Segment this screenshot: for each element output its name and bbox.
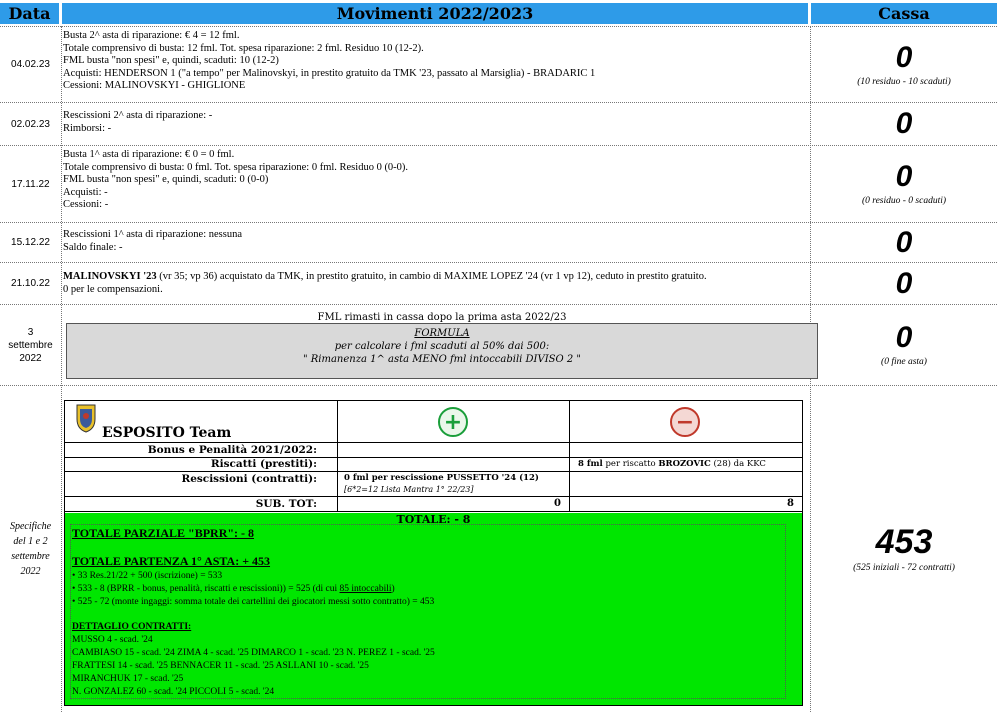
riscatti-text: per riscatto xyxy=(602,459,659,469)
row-cassa xyxy=(811,103,997,145)
header-movimenti: Movimenti 2022/2023 xyxy=(62,3,810,24)
calc-underlined: 85 intoccabili xyxy=(339,584,392,594)
calc-line: • 33 Res.21/22 + 500 (iscrizione) = 533 xyxy=(72,571,223,581)
cassa-note: (525 iniziali - 72 contratti) xyxy=(853,563,955,573)
riscatti-row xyxy=(65,458,802,472)
riscatti-label: Riscatti (prestiti): xyxy=(65,458,338,471)
rescissioni-minus-cell xyxy=(570,472,802,496)
rescissioni-label: Rescissioni (contratti): xyxy=(65,472,338,496)
calc-line xyxy=(72,583,395,595)
fml-remaining-title: FML rimasti in cassa dopo la prima asta 2022/23 xyxy=(317,312,567,323)
row-date: 02.02.23 xyxy=(11,118,50,130)
subtot-label: SUB. TOT: xyxy=(65,497,338,511)
row-cassa xyxy=(811,27,997,102)
bonus-row xyxy=(65,443,802,458)
riscatti-amount: 8 fml xyxy=(578,459,603,469)
row-date: 04.02.23 xyxy=(11,59,50,70)
contract-line: FRATTESI 14 - scad. '25 BENNACER 11 - scad. '25 ASLLANI 10 - scad. '25 xyxy=(72,661,369,671)
formula-line: " Rimanenza 1^ asta MENO fml intoccabili DIVISO 2 " xyxy=(302,354,582,365)
formula-box xyxy=(66,323,818,379)
row-cassa xyxy=(811,305,997,385)
contract-line: CAMBIASO 15 - scad. '24 ZIMA 4 - scad. '25 DIMARCO 1 - scad. '23 N. PEREZ 1 - scad. '25 xyxy=(72,648,435,658)
riscatti-plus-cell xyxy=(338,458,570,471)
date-line: 3 xyxy=(27,326,34,338)
calc-text: ) xyxy=(391,584,395,594)
cassa-value: 0 xyxy=(895,40,913,74)
movement-line: Cessioni: - xyxy=(63,199,109,210)
cassa-value: 0 xyxy=(895,107,913,140)
date-line: 2022 xyxy=(19,352,42,364)
movement-line: Cessioni: MALINOVSKYI - GHIGLIONE xyxy=(63,80,246,91)
bonus-minus-cell xyxy=(570,443,802,457)
row-date: 21.10.22 xyxy=(11,278,50,289)
row-movements xyxy=(62,229,810,254)
date-line: settembre xyxy=(11,551,50,562)
movement-line: Rimborsi: - xyxy=(63,122,112,134)
bonus-label: Bonus e Penalità 2021/2022: xyxy=(65,443,338,457)
rescissioni-note: [6*2=12 Lista Mantra 1° 22/23] xyxy=(344,485,474,494)
team-header-row xyxy=(65,401,802,443)
formula-line: per calcolare i fml scaduti al 50% dai 500: xyxy=(334,341,550,352)
row-movements xyxy=(62,30,810,93)
cassa-value: 453 xyxy=(875,523,933,561)
movement-line: Rescissioni 2^ asta di riparazione: - xyxy=(63,110,213,121)
riscatti-player: BROZOVIC xyxy=(658,459,711,469)
rescissioni-row xyxy=(65,472,802,497)
totale: TOTALE: - 8 xyxy=(396,513,471,526)
date-line: Specifiche xyxy=(9,521,52,532)
header-cassa: Cassa xyxy=(811,3,997,24)
movement-line xyxy=(63,271,810,284)
movement-line: Acquisti: HENDERSON 1 ("a tempo" per Malinovskyi, in prestito gratuito da TMK '23, passato al Marsiglia) - BRADARIC 1 xyxy=(63,67,596,79)
contract-line: N. GONZALEZ 60 - scad. '24 PICCOLI 5 - scad. '24 xyxy=(72,687,275,697)
minus-circle-icon: − xyxy=(670,407,700,437)
cassa-value: 0 xyxy=(895,160,913,193)
movement-line: 0 per le compensazioni. xyxy=(63,283,163,295)
row-date xyxy=(0,305,61,385)
team-crest-icon xyxy=(75,403,97,433)
subtot-minus: 8 xyxy=(787,498,794,509)
subtot-plus: 0 xyxy=(338,497,570,511)
movement-line: Acquisti: - xyxy=(63,186,108,198)
team-cell xyxy=(65,401,338,442)
movement-line: Busta 1^ asta di riparazione: € 0 = 0 fml. xyxy=(63,149,235,160)
row-date xyxy=(0,386,61,712)
team-summary-table xyxy=(64,400,803,706)
contract-line: MIRANCHUK 17 - scad. '25 xyxy=(72,674,184,684)
cassa-value: 0 xyxy=(895,321,913,354)
movement-line: Totale comprensivo di busta: 0 fml. Tot. spesa riparazione: 0 fml. Residuo 0 (0-0). xyxy=(63,161,409,173)
header-data: Data xyxy=(0,3,61,24)
formula-label: FORMULA xyxy=(414,328,470,339)
totale-parziale: TOTALE PARZIALE "BPRR": - 8 xyxy=(72,526,255,540)
rescissioni-detail: 0 fml per rescissione PUSSETTO '24 (12) xyxy=(344,473,539,483)
date-line: del 1 e 2 xyxy=(13,536,48,547)
plus-circle-icon: + xyxy=(438,407,468,437)
team-name: ESPOSITO Team xyxy=(102,425,232,441)
cassa-note: (0 fine asta) xyxy=(881,357,927,367)
date-line: settembre xyxy=(8,339,53,351)
movement-line: FML busta "non spesi" e, quindi, scaduti: 0 (0-0) xyxy=(63,174,269,185)
minus-column-header xyxy=(570,401,802,442)
movement-line: Busta 2^ asta di riparazione: € 4 = 12 fml. xyxy=(63,30,240,41)
row-cassa xyxy=(811,146,997,222)
row-cassa xyxy=(811,223,997,262)
subtot-row xyxy=(65,497,802,512)
row-cassa xyxy=(811,386,997,712)
riscatti-minus-cell xyxy=(570,458,802,471)
cassa-value: 0 xyxy=(895,225,913,259)
cassa-note: (0 residuo - 0 scaduti) xyxy=(861,196,947,206)
bonus-plus-cell xyxy=(338,443,570,457)
row-movements xyxy=(62,149,810,212)
movement-line: Saldo finale: - xyxy=(63,241,123,253)
calc-line: • 525 - 72 (monte ingaggi: somma totale dei cartellini dei giocatori messi sotto contratto) = 453 xyxy=(72,597,435,607)
plus-column-header xyxy=(338,401,570,442)
rescissioni-plus-cell xyxy=(338,472,570,496)
calc-text: • 533 - 8 (BPRR - bonus, penalità, riscatti e rescissioni)) = 525 (di cui xyxy=(72,584,340,594)
cassa-note: (10 residuo - 10 scaduti) xyxy=(857,76,951,87)
date-line: 2022 xyxy=(20,566,41,577)
player-name: MALINOVSKYI '23 xyxy=(63,271,157,282)
row-movements xyxy=(62,271,810,296)
totale-partenza: TOTALE PARTENZA 1° ASTA: + 453 xyxy=(72,554,271,568)
movement-line: Totale comprensivo di busta: 12 fml. Tot. spesa riparazione: 2 fml. Residuo 10 (12-2). xyxy=(63,42,424,54)
dettaglio-label: DETTAGLIO CONTRATTI: xyxy=(72,622,192,632)
row-cassa xyxy=(811,263,997,304)
totals-panel xyxy=(65,513,802,705)
cassa-value: 0 xyxy=(895,266,913,300)
movement-text: (vr 35; vp 36) acquistato da TMK, in prestito gratuito, in cambio di MAXIME LOPEZ '24 (vr 1 vp 12), ceduto in prestito gratuito. xyxy=(156,271,707,282)
row-date: 15.12.22 xyxy=(11,237,50,248)
riscatti-text: (28) da KKC xyxy=(710,459,766,469)
movement-line: Rescissioni 1^ asta di riparazione: nessuna xyxy=(63,229,243,240)
row-movements xyxy=(62,110,810,135)
contract-line: MUSSO 4 - scad. '24 xyxy=(72,635,153,645)
row-date: 17.11.22 xyxy=(11,178,50,190)
movement-line: FML busta "non spesi" e, quindi, scaduti: 10 (12-2) xyxy=(63,55,279,66)
